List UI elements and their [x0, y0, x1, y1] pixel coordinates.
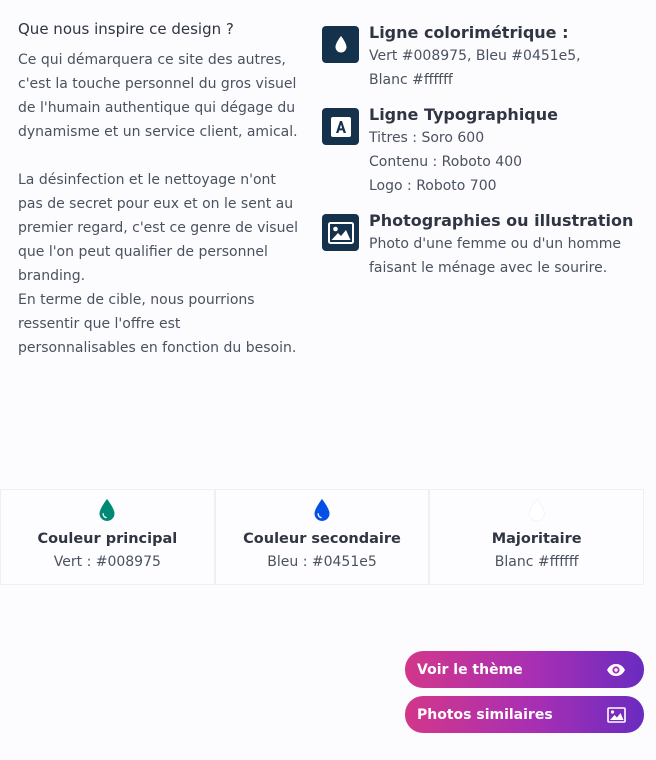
feature-typography: [322, 104, 642, 198]
drop-icon: [98, 498, 116, 522]
feature-typography-line-2: Contenu : Roboto 400: [369, 154, 523, 170]
view-theme-button[interactable]: [405, 651, 644, 688]
feature-photography-line-1: Photo d'une femme ou d'un homme: [369, 236, 621, 252]
image-icon: [322, 214, 359, 251]
swatch-majority: [429, 489, 644, 585]
swatch-secondary: [215, 489, 430, 585]
swatch-secondary-value: Bleu : #0451e5: [267, 554, 377, 570]
description-paragraph-2-line-2: En terme de cible, nous pourrions ressentir que l'offre est personnalisables en fonction du besoin.: [18, 292, 297, 356]
feature-colors: [322, 22, 642, 92]
design-inspiration-section: [18, 18, 298, 360]
view-theme-label: Voir le thème: [417, 661, 523, 678]
feature-typography-title: Ligne Typographique: [369, 105, 558, 124]
swatch-primary-title: Couleur principal: [37, 531, 178, 547]
description-paragraph-2-line-1: La désinfection et le nettoyage n'ont pas de secret pour eux et on le sent au premier regard, c'est ce genre de visuel que l'on peut qualifier de personnel branding.: [18, 172, 298, 284]
feature-photography-title: Photographies ou illustration: [369, 211, 634, 230]
feature-photography-line-2: faisant le ménage avec le sourire.: [369, 260, 608, 276]
similar-photos-button[interactable]: [405, 696, 644, 733]
swatch-secondary-title: Couleur secondaire: [243, 531, 401, 547]
feature-colors-line-1: Vert #008975, Bleu #0451e5,: [369, 48, 581, 64]
eye-icon: [606, 663, 626, 677]
description-paragraph-1: Ce qui démarquera ce site des autres, c'est la touche personnel du gros visuel de l'humain authentique qui dégage du dynamisme et un service client, amical.: [18, 52, 298, 140]
description-paragraph-2: [18, 168, 298, 360]
drop-icon: [528, 498, 546, 522]
similar-photos-label: Photos similaires: [417, 706, 553, 723]
section-title: Que nous inspire ce design ?: [18, 20, 234, 38]
feature-typography-line-1: Titres : Soro 600: [369, 130, 485, 146]
image-icon: [607, 707, 626, 723]
color-swatches: [0, 489, 644, 585]
design-specs-section: [322, 22, 642, 292]
feature-photography: [322, 210, 642, 280]
feature-typography-line-3: Logo : Roboto 700: [369, 178, 497, 194]
feature-colors-line-2: Blanc #ffffff: [369, 72, 453, 88]
swatch-majority-value: Blanc #ffffff: [494, 554, 579, 570]
drop-icon: [322, 26, 359, 63]
feature-colors-title: Ligne colorimétrique :: [369, 23, 569, 42]
letter-a-icon: [322, 108, 359, 145]
swatch-primary: [0, 489, 215, 585]
swatch-primary-value: Vert : #008975: [53, 554, 161, 570]
swatch-majority-title: Majoritaire: [491, 531, 582, 547]
drop-icon: [313, 498, 331, 522]
